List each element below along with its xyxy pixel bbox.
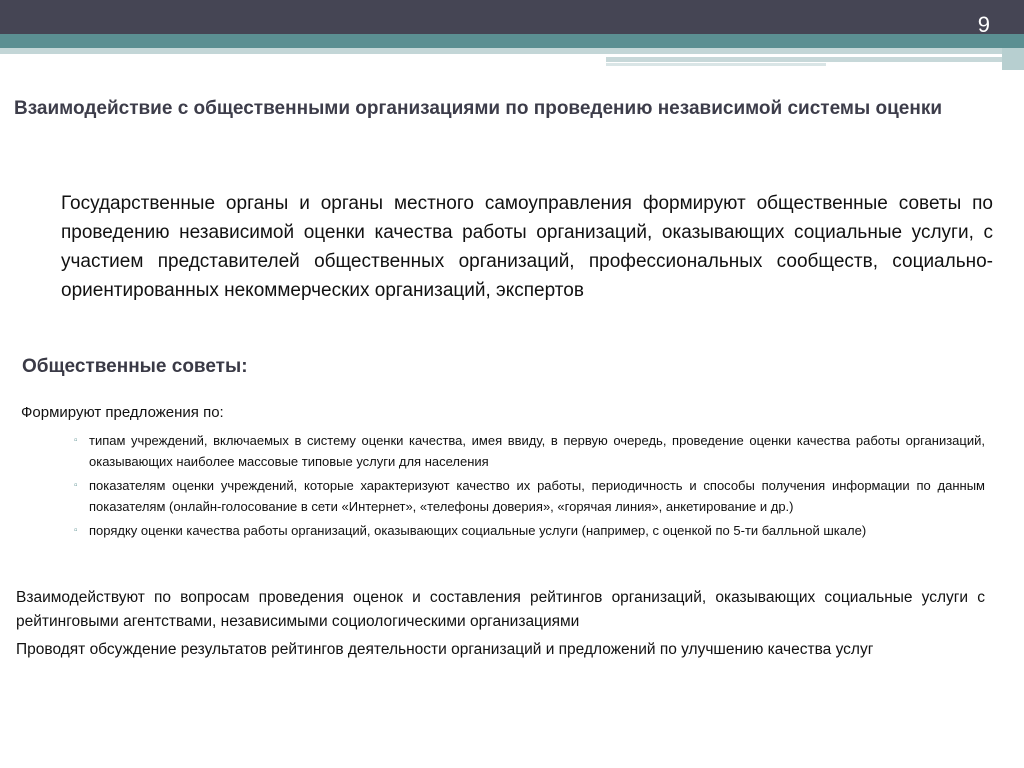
decor-block <box>1002 48 1024 70</box>
bullet-square-icon: ▫ <box>74 435 78 446</box>
header-bar <box>0 0 1024 34</box>
list-item <box>74 430 985 472</box>
discussion-paragraph: Проводят обсуждение результатов рейтингов деятельности организаций и предложений по улучшению качества услуг <box>16 641 874 658</box>
slide-title: Взаимодействие с общественными организациями по проведению независимой системы оценки <box>14 98 943 119</box>
header-accent-light <box>0 48 1024 54</box>
intro-paragraph: Государственные органы и органы местного самоуправления формируют общественные советы по проведению независимой оценки качества работы организаций, оказывающих социальные услуги, с участием представителей общественных организаций, профессиональных сообществ, социально-ориентированных некоммерческих организаций, экспертов <box>61 193 993 301</box>
decor-stripe <box>606 57 1024 62</box>
interaction-paragraph: Взаимодействуют по вопросам проведения оценок и составления рейтингов организаций, оказывающих социальные услуги с рейтинговыми агентствами, независимыми социологическими организациями <box>16 589 985 630</box>
header-accent-band <box>0 34 1024 48</box>
section-heading: Общественные советы: <box>22 356 248 377</box>
list-item <box>74 520 985 541</box>
decor-stripe-thin <box>606 63 826 66</box>
list-item-text: показателям оценки учреждений, которые характеризуют качество их работы, периодичность и способы получения информации по данным показателям (онлайн-голосование в сети «Интернет», «телефоны доверия», «горячая линия», анкетирование и др.) <box>89 478 985 514</box>
proposals-label: Формируют предложения по: <box>21 404 224 421</box>
slide-number: 9 <box>977 12 990 37</box>
bullet-square-icon: ▫ <box>74 525 78 536</box>
proposal-list <box>0 430 1024 544</box>
list-item-text: типам учреждений, включаемых в систему оценки качества, имея ввиду, в первую очередь, проведение оценки качества работы организаций, оказывающих наиболее массовые типовые услуги для населения <box>89 433 985 469</box>
list-item-text: порядку оценки качества работы организаций, оказывающих социальные услуги (например, с оценкой по 5-ти балльной шкале) <box>89 523 867 538</box>
decor-line <box>830 55 950 57</box>
list-item <box>74 475 985 517</box>
bullet-square-icon: ▫ <box>74 480 78 491</box>
